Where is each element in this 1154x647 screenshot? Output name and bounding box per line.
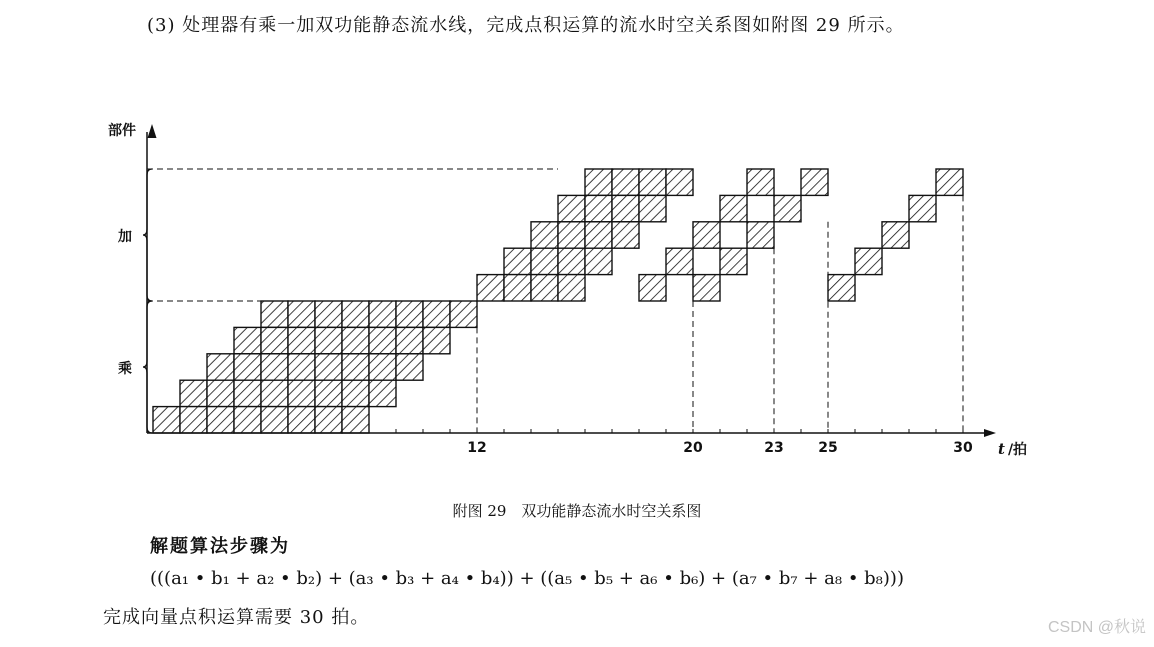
pipeline-cell	[369, 380, 396, 406]
pipeline-cell	[261, 380, 288, 406]
pipeline-cell	[315, 301, 342, 327]
pipeline-cell	[342, 407, 369, 433]
pipeline-cell	[585, 222, 612, 248]
pipeline-cell	[693, 275, 720, 301]
pipeline-cell	[288, 327, 315, 353]
x-tick-label: 30	[953, 440, 973, 456]
y-axis-arrow	[148, 124, 157, 138]
pipeline-cell	[747, 222, 774, 248]
pipeline-cell	[234, 327, 261, 353]
pipeline-cell	[504, 248, 531, 274]
x-tick-label: 20	[683, 440, 703, 456]
pipeline-cell	[423, 327, 450, 353]
pipeline-cell	[558, 248, 585, 274]
pipeline-cell	[612, 222, 639, 248]
pipeline-cell	[261, 354, 288, 380]
pipeline-cell	[531, 275, 558, 301]
pipeline-cell	[774, 195, 801, 221]
pipeline-cell	[369, 301, 396, 327]
figure-caption: 附图 29 双功能静态流水时空关系图	[452, 502, 702, 520]
group-label-add: 加	[118, 229, 132, 245]
pipeline-cell	[477, 275, 504, 301]
pipeline-cell	[315, 327, 342, 353]
conclusion: 完成向量点积运算需要 30 拍。	[103, 607, 370, 628]
pipeline-cell	[639, 169, 666, 195]
pipeline-cell	[207, 354, 234, 380]
pipeline-cell	[315, 354, 342, 380]
pipeline-cell	[288, 354, 315, 380]
pipeline-cell	[423, 301, 450, 327]
watermark: CSDN @秋说	[1047, 619, 1146, 636]
x-axis-label: t /拍	[998, 440, 1028, 458]
x-tick-label: 25	[818, 440, 838, 456]
pipeline-cell	[288, 380, 315, 406]
pipeline-cell	[828, 275, 855, 301]
pipeline-cell	[369, 354, 396, 380]
pipeline-cell	[531, 248, 558, 274]
pipeline-cell	[207, 380, 234, 406]
pipeline-cell	[261, 327, 288, 353]
pipeline-cell	[153, 407, 180, 433]
pipeline-cell	[342, 327, 369, 353]
steps-title: 解题算法步骤为	[150, 536, 290, 557]
pipeline-cell	[720, 248, 747, 274]
pipeline-cell	[369, 327, 396, 353]
pipeline-cell	[288, 301, 315, 327]
pipeline-cell	[882, 222, 909, 248]
pipeline-cell	[450, 301, 477, 327]
pipeline-cell	[693, 222, 720, 248]
pipeline-cell	[315, 380, 342, 406]
pipeline-cell	[936, 169, 963, 195]
pipeline-cell	[585, 248, 612, 274]
pipeline-cell	[207, 407, 234, 433]
pipeline-cell	[234, 380, 261, 406]
y-axis-label: 部件	[108, 123, 136, 139]
pipeline-cell	[558, 222, 585, 248]
pipeline-cell	[342, 354, 369, 380]
pipeline-cell	[261, 407, 288, 433]
pipeline-cell	[747, 169, 774, 195]
pipeline-cell	[720, 195, 747, 221]
pipeline-cell	[666, 248, 693, 274]
pipeline-cell	[396, 301, 423, 327]
pipeline-cell	[558, 195, 585, 221]
pipeline-cell	[585, 195, 612, 221]
x-tick-label: 12	[467, 440, 487, 456]
pipeline-cell	[315, 407, 342, 433]
pipeline-cell	[180, 407, 207, 433]
group-label-multiply: 乘	[118, 361, 132, 377]
pipeline-cell	[261, 301, 288, 327]
pipeline-cell	[666, 169, 693, 195]
x-axis-arrow	[984, 429, 996, 437]
pipeline-cell	[612, 195, 639, 221]
pipeline-cell	[639, 195, 666, 221]
formula: (((a₁ • b₁ + a₂ • b₂) + (a₃ • b₃ + a₄ • b₄)) + ((a₅ • b₅ + a₆ • b₆) + (a₇ • b₇ + a₈ • b₈)))	[150, 568, 904, 589]
pipeline-cell	[288, 407, 315, 433]
pipeline-cell	[612, 169, 639, 195]
pipeline-cell	[396, 327, 423, 353]
pipeline-cell	[531, 222, 558, 248]
pipeline-cell	[801, 169, 828, 195]
pipeline-cell	[855, 248, 882, 274]
pipeline-cell	[585, 169, 612, 195]
pipeline-cell	[342, 301, 369, 327]
pipeline-cell	[234, 407, 261, 433]
x-tick-label: 23	[764, 440, 784, 456]
intro-paragraph: (3) 处理器有乘一加双功能静态流水线，完成点积运算的流水时空关系图如附图 29 所示。	[147, 15, 905, 36]
pipeline-cell	[234, 354, 261, 380]
pipeline-cell	[504, 275, 531, 301]
pipeline-cell	[558, 275, 585, 301]
pipeline-cell	[639, 275, 666, 301]
pipeline-cell	[180, 380, 207, 406]
pipeline-cell	[396, 354, 423, 380]
pipeline-cell	[342, 380, 369, 406]
pipeline-cell	[909, 195, 936, 221]
